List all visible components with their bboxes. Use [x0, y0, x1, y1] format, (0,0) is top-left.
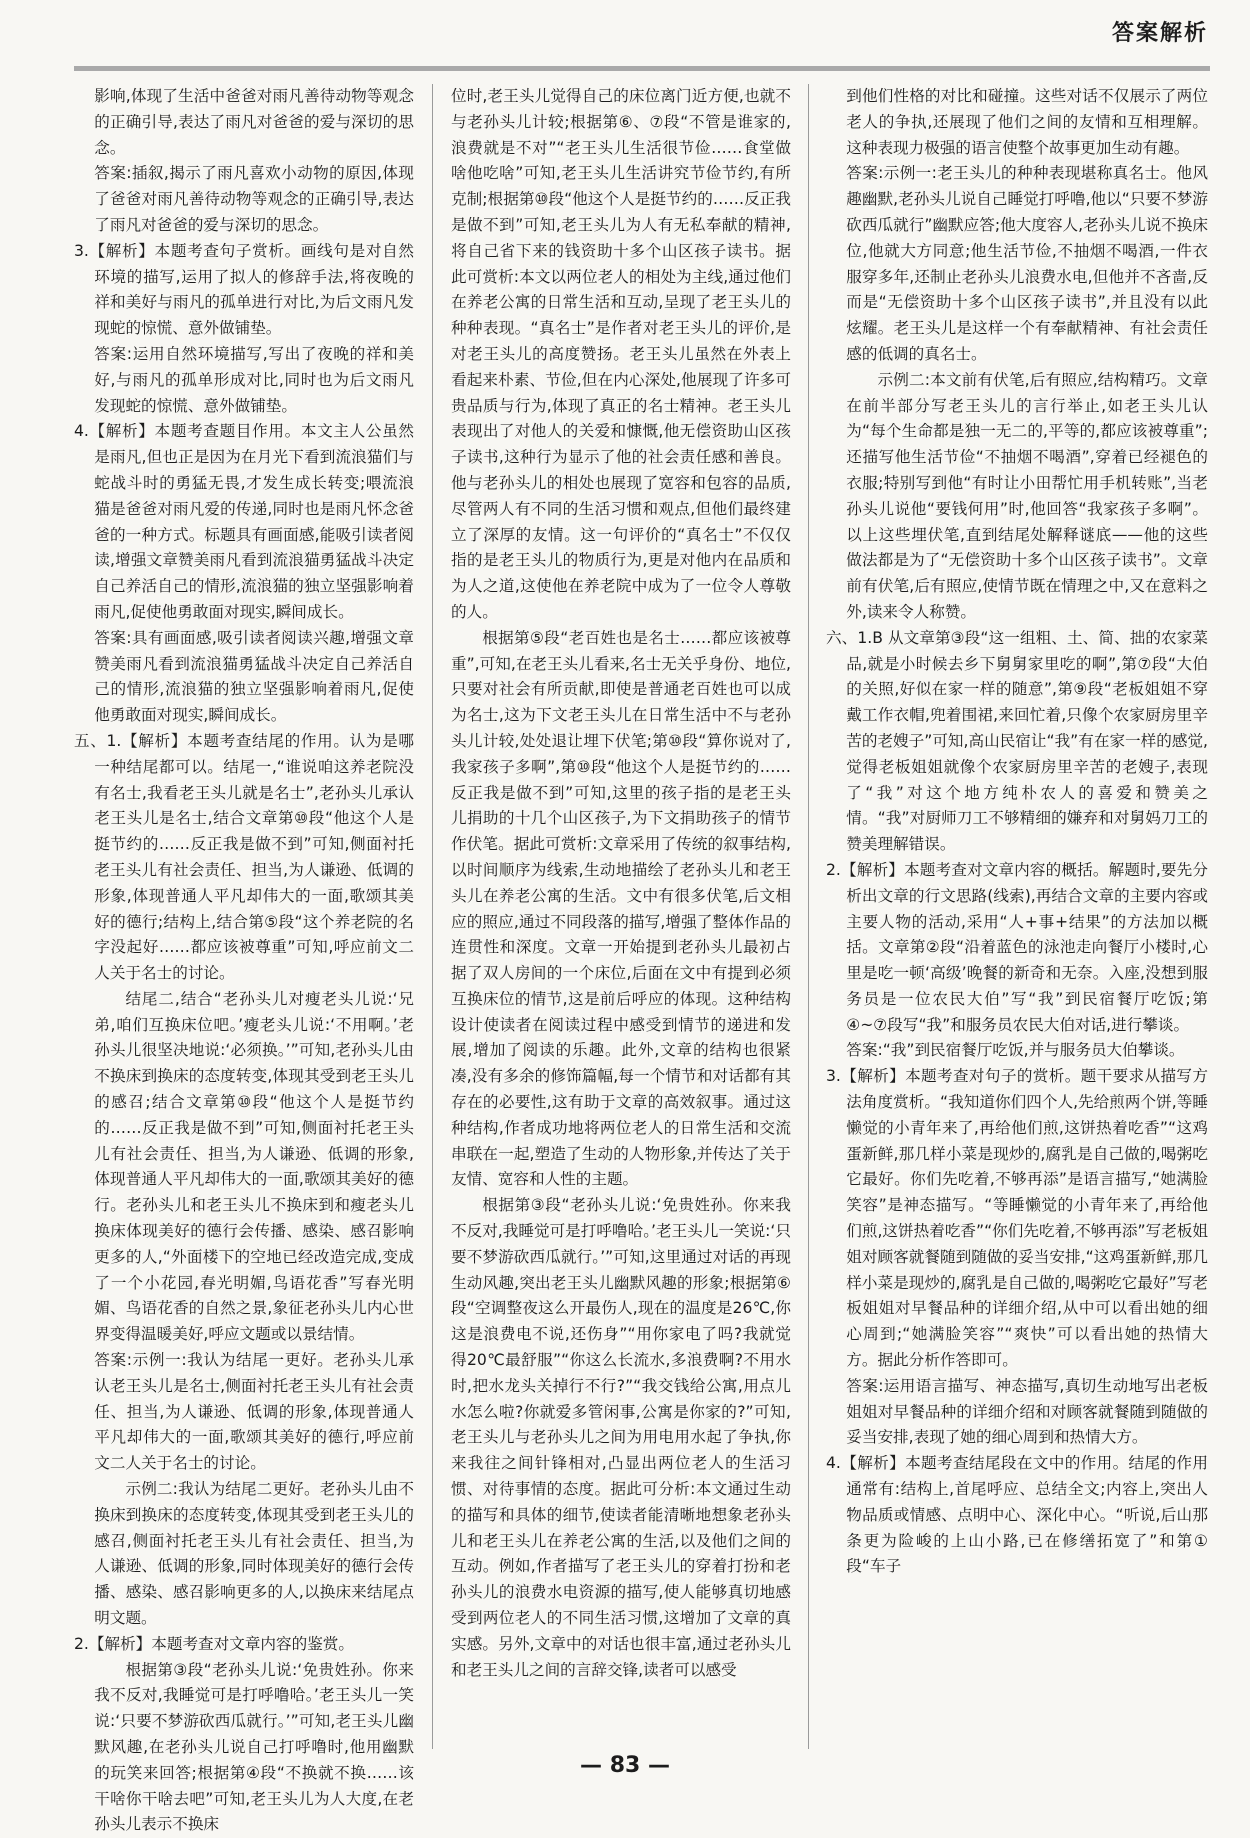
paragraph: 位时,老王头儿觉得自己的床位离门近方便,也就不与老孙头儿计较;根据第⑥、⑦段“不管是谁家的,浪费就是不对”“老王头儿生活很节俭……食堂做啥他吃啥”可知,老王头儿生活讲究节俭节约,有所克制;根据第⑩段“他这个人是挺节约的……反正我是做不到”可知,老王头儿为人有无私奉献的精神,将自己省下来的钱资助十多个山区孩子读书。据此可赏析:本文以两位老人的相处为主线,通过他们在养老公寓的日常生活和互动,呈现了老王头儿的种种表现。“真名士”是作者对老王头儿的评价,是对老王头儿的高度赞扬。老王头儿虽然在外表上看起来朴素、节俭,但在内心深处,他展现了许多可贵品质与行为,体现了真正的名士精神。老王头儿表现出了对他人的关爱和慷慨,他无偿资助山区孩子读书,这种行为显示了他的社会责任感和善良。他与老孙头儿的相处也展现了宽容和包容的品质,尽管两人有不同的生活习惯和观点,但他们最终建立了深厚的友情。这一句评价的“真名士”不仅仅指的是老王头儿的物质行为,更是对他内在品质和为人之道,这使他在养老院中成为了一位令人尊敬的人。 [451, 87, 791, 621]
paragraph: 示例二:本文前有伏笔,后有照应,结构精巧。文章在前半部分写老王头儿的言行举止,如老王头儿认为“每个生命都是独一无二的,平等的,都应该被尊重”;还描写他生活节俭“不抽烟不喝酒”,穿着已经褪色的衣服;特别写到他“有时让小田帮忙用手机转账”,当老孙头儿说他“要钱何用”时,他回答“我家孩子多啊”。以上这些埋伏笔,直到结尾处解释谜底——他的这些做法都是为了“无偿资助十多个山区孩子读书”。文章前有伏笔,后有照应,使情节既在情理之中,又在意料之外,读来令人称赞。 [846, 370, 1208, 621]
page-number: — 83 — [580, 1753, 670, 1778]
paragraph: 示例二:我认为结尾二更好。老孙头儿由不换床到换床的态度转变,体现其受到老王头儿的感召,侧面衬托老王头儿有社会责任、担当,为人谦逊、低调的形象,同时体现美好的德行会传播、感染、感召影响更多的人,以换床来结尾点明文题。 [94, 1480, 414, 1628]
paragraph: 根据第③段“老孙头儿说:‘免贵姓孙。你来我不反对,我睡觉可是打呼噜哈。’老王头儿一笑说:‘只要不梦游砍西瓜就行。’”可知,老王头儿幽默风趣,在老孙头儿说自己打呼噜时,他用幽默的玩笑来回答;根据第④段“不换就不换……该干啥你干啥去吧”可知,老王头儿为人大度,在老孙头儿表示不换床 [94, 1660, 414, 1834]
question-paragraph: 4.【解析】本题考查题目作用。本文主人公虽然是雨凡,但也正是因为在月光下看到流浪猫们与蛇战斗时的勇猛无畏,才发生成长转变;喂流浪猫是爸爸对雨凡爱的传递,同时也是雨凡怀念爸爸的一种方式。标题具有画面感,能吸引读者阅读,增强文章赞美雨凡看到流浪猫勇猛战斗决定自己养活自己的情形,流浪猫的独立坚强影响着雨凡,促使他勇敢面对现实,瞬间成长。 [74, 422, 414, 621]
column-left [74, 84, 414, 1834]
answer-paragraph: 答案:示例一:老王头儿的种种表现堪称真名士。他风趣幽默,老孙头儿说自己睡觉打呼噜,他以“只要不梦游砍西瓜就行”幽默应答;他大度容人,老孙头儿说不换床位,他就大方同意;他生活节俭,不抽烟不喝酒,一件衣服穿多年,还制止老孙头儿浪费水电,但他并不吝啬,反而是“无偿资助十多个山区孩子读书”,并且没有以此炫耀。老王头儿是这样一个有奉献精神、有社会责任感的低调的真名士。 [846, 164, 1208, 363]
column-divider [808, 84, 809, 1749]
answer-paragraph: 答案:“我”到民宿餐厅吃饭,并与服务员大伯攀谈。 [846, 1041, 1185, 1060]
question-paragraph: 4.【解析】本题考查结尾段在文中的作用。结尾的作用通常有:结构上,首尾呼应、总结全文;内容上,突出人物品质或情感、点明中心、深化中心。“听说,后山那条更为险峻的上山小路,已在修缮拓宽了”和第①段“车子 [826, 1454, 1208, 1576]
answer-paragraph: 答案:具有画面感,吸引读者阅读兴趣,增强文章赞美雨凡看到流浪猫勇猛战斗决定自己养活自己的情形,流浪猫的独立坚强影响着雨凡,促使他勇敢面对现实,瞬间成长。 [94, 628, 414, 725]
column-divider [432, 84, 433, 1749]
paragraph: 根据第③段“老孙头儿说:‘免贵姓孙。你来我不反对,我睡觉可是打呼噜哈。’老王头儿一笑说:‘只要不梦游砍西瓜就行。’”可知,这里通过对话的再现生动风趣,突出老王头儿幽默风趣的形象;根据第⑥段“空调整夜这么开最伤人,现在的温度是26℃,你这是浪费电不说,还伤身”“用你家电了吗?我就觉得20℃最舒服”“你这么长流水,多浪费啊?不用水时,把水龙头关掉行不行?”“我交钱给公寓,用点儿水怎么啦?你就爱多管闲事,公寓是你家的?”可知,老王头儿与老孙头儿之间为用电用水起了争执,你来我往之间针锋相对,凸显出两位老人的生活习惯、对待事情的态度。据此可分析:本文通过生动的描写和具体的细节,使读者能清晰地想象老孙头儿和老王头儿在养老公寓的生活,以及他们之间的互动。例如,作者描写了老王头儿的穿着打扮和老孙头儿的浪费水电资源的描写,使人能够真切地感受到两位老人的不同生活习惯,这增加了文章的真实感。另外,文章中的对话也很丰富,通过老孙头儿和老王头儿之间的言辞交锋,读者可以感受 [451, 1196, 791, 1679]
header-divider [74, 66, 1210, 71]
question-paragraph: 3.【解析】本题考查对句子的赏析。题干要求从描写方法角度赏析。“我知道你们四个人,先给煎两个饼,等睡懒觉的小青年来了,再给他们煎,这饼热着吃香”“这鸡蛋新鲜,那几样小菜是现炒的,腐乳是自己做的,喝粥吃它最好。你们先吃着,不够再添”是语言描写,“她满脸笑容”是神态描写。“等睡懒觉的小青年来了,再给他们煎,这饼热着吃香”“你们先吃着,不够再添”写老板姐姐对顾客就餐随到随做的妥当安排,“这鸡蛋新鲜,那几样小菜是现炒的,腐乳是自己做的,喝粥吃它最好”写老板姐姐对早餐品种的详细介绍,从中可以看出她的细心周到;“她满脸笑容”“爽快”可以看出她的热情大方。据此分析作答即可。 [826, 1067, 1208, 1370]
answer-paragraph: 答案:插叙,揭示了雨凡喜欢小动物的原因,体现了爸爸对雨凡善待动物等观念的正确引导,表达了雨凡对爸爸的爱与深切的思念。 [94, 164, 414, 234]
paragraph: 到他们性格的对比和碰撞。这些对话不仅展示了两位老人的争执,还展现了他们之间的友情和互相理解。这种表现力极强的语言使整个故事更加生动有趣。 [846, 87, 1208, 157]
answer-paragraph: 答案:运用语言描写、神态描写,真切生动地写出老板姐姐对早餐品种的详细介绍和对顾客就餐随到随做的妥当安排,表现了她的细心周到和热情大方。 [846, 1376, 1208, 1447]
paragraph: 结尾二,结合“老孙头儿对瘦老头儿说:‘兄弟,咱们互换床位吧。’瘦老头儿说:‘不用啊。’老孙头儿很坚决地说:‘必须换。’”可知,老孙头儿由不换床到换床的态度转变,体现其受到老王头儿的感召;结合文章第⑩段“他这个人是挺节约的……反正我是做不到”可知,侧面衬托老王头儿有社会责任、担当,为人谦逊、低调的形象,体现普通人平凡却伟大的一面,歌颂其美好的德行。老孙头儿和老王头儿不换床到和瘦老头儿换床体现美好的德行会传播、感染、感召影响更多的人,“外面楼下的空地已经改造完成,变成了一个小花园,春光明媚,鸟语花香”写春光明媚、鸟语花香的自然之景,象征老孙头儿内心世界变得温暖美好,呼应文题或以景结情。 [94, 989, 414, 1344]
question-paragraph: 五、1.【解析】本题考查结尾的作用。认为是哪一种结尾都可以。结尾一,“谁说咱这养老院没有名士,我看老王头儿就是名士”,老孙头儿承认老王头儿是名士,结合文章第⑩段“他这个人是挺节约的……反正我是做不到”可知,侧面衬托老王头儿有社会责任、担当,为人谦逊、低调的形象,体现普通人平凡却伟大的一面,歌颂其美好的德行;结构上,结合第⑤段“这个养老院的名字没起好……都应该被尊重”可知,呼应前文二人关于名士的讨论。 [74, 731, 414, 983]
question-paragraph: 2.【解析】本题考查对文章内容的概括。解题时,要先分析出文章的行文思路(线索),再结合文章的主要内容或主要人物的活动,采用“人+事+结果”的方法加以概括。文章第②段“沿着蓝色的泳池走向餐厅小楼时,心里是吃一顿‘高级’晚餐的新奇和无奈。入座,没想到服务员是一位农民大伯”写“我”到民宿餐厅吃饭;第④~⑦段写“我”和服务员农民大伯对话,进行攀谈。 [826, 860, 1208, 1034]
question-paragraph: 2.【解析】本题考查对文章内容的鉴赏。 [74, 1634, 354, 1653]
answer-paragraph: 答案:运用自然环境描写,写出了夜晚的祥和美好,与雨凡的孤单形成对比,同时也为后文雨凡发现蛇的惊慌、意外做铺垫。 [94, 344, 414, 415]
paragraph: 影响,体现了生活中爸爸对雨凡善待动物等观念的正确引导,表达了雨凡对爸爸的爱与深切的思念。 [94, 87, 414, 157]
page-header-title: 答案解析 [1111, 21, 1208, 46]
question-paragraph: 3.【解析】本题考查句子赏析。画线句是对自然环境的描写,运用了拟人的修辞手法,将夜晚的祥和美好与雨凡的孤单进行对比,为后文雨凡发现蛇的惊慌、意外做铺垫。 [74, 241, 414, 338]
question-paragraph: 六、1.B 从文章第③段“这一组粗、土、简、拙的农家菜品,就是小时候去乡下舅舅家里吃的啊”,第⑦段“大伯的关照,好似在家一样的随意”,第⑨段“老板姐姐不穿戴工作衣帽,兜着围裙,来回忙着,只像个农家厨房里辛苦的老嫂子”可知,高山民宿让“我”有在家一样的感觉,觉得老板姐姐就像个农家厨房里辛苦的老嫂子,表现了“我”对这个地方纯朴农人的喜爱和赞美之情。“我”对厨师刀工不够精细的嫌弃和对舅妈刀工的赞美理解错误。 [826, 628, 1208, 854]
answer-paragraph: 答案:示例一:我认为结尾一更好。老孙头儿承认老王头儿是名士,侧面衬托老王头儿有社会责任、担当,为人谦逊、低调的形象,体现普通人平凡却伟大的一面,歌颂其美好的德行,呼应前文二人关于名士的讨论。 [94, 1351, 414, 1473]
column-right [826, 84, 1208, 1749]
paragraph: 根据第⑤段“老百姓也是名士……都应该被尊重”,可知,在老王头儿看来,名士无关乎身份、地位,只要对社会有所贡献,即使是普通老百姓也可以成为名士,这为下文老王头儿在日常生活中不与老孙头儿计较,处处退让埋下伏笔;第⑩段“算你说对了,我家孩子多啊”,第⑩段“他这个人是挺节约的……反正我是做不到”可知,这里的孩子指的是老王头儿捐助的十几个山区孩子,为下文捐助孩子的情节作伏笔。据此可赏析:文章采用了传统的叙事结构,以时间顺序为线索,生动地描绘了老孙头儿和老王头儿在养老公寓的生活。文中有很多伏笔,后文相应的照应,通过不同段落的描写,增强了整体作品的连贯性和深度。文章一开始提到老孙头儿最初占据了双人房间的一个床位,后面在文中有提到必须互换床位的情节,这是前后呼应的体现。这种结构设计使读者在阅读过程中感受到情节的递进和发展,增加了阅读的乐趣。此外,文章的结构也很紧凑,没有多余的修饰篇幅,每一个情节和对话都有其存在的必要性,这有助于文章的高效叙事。通过这种结构,作者成功地将两位老人的日常生活和交流串联在一起,塑造了生动的人物形象,并传达了关于友情、宽容和人性的主题。 [451, 628, 791, 1189]
column-middle [451, 84, 791, 1749]
